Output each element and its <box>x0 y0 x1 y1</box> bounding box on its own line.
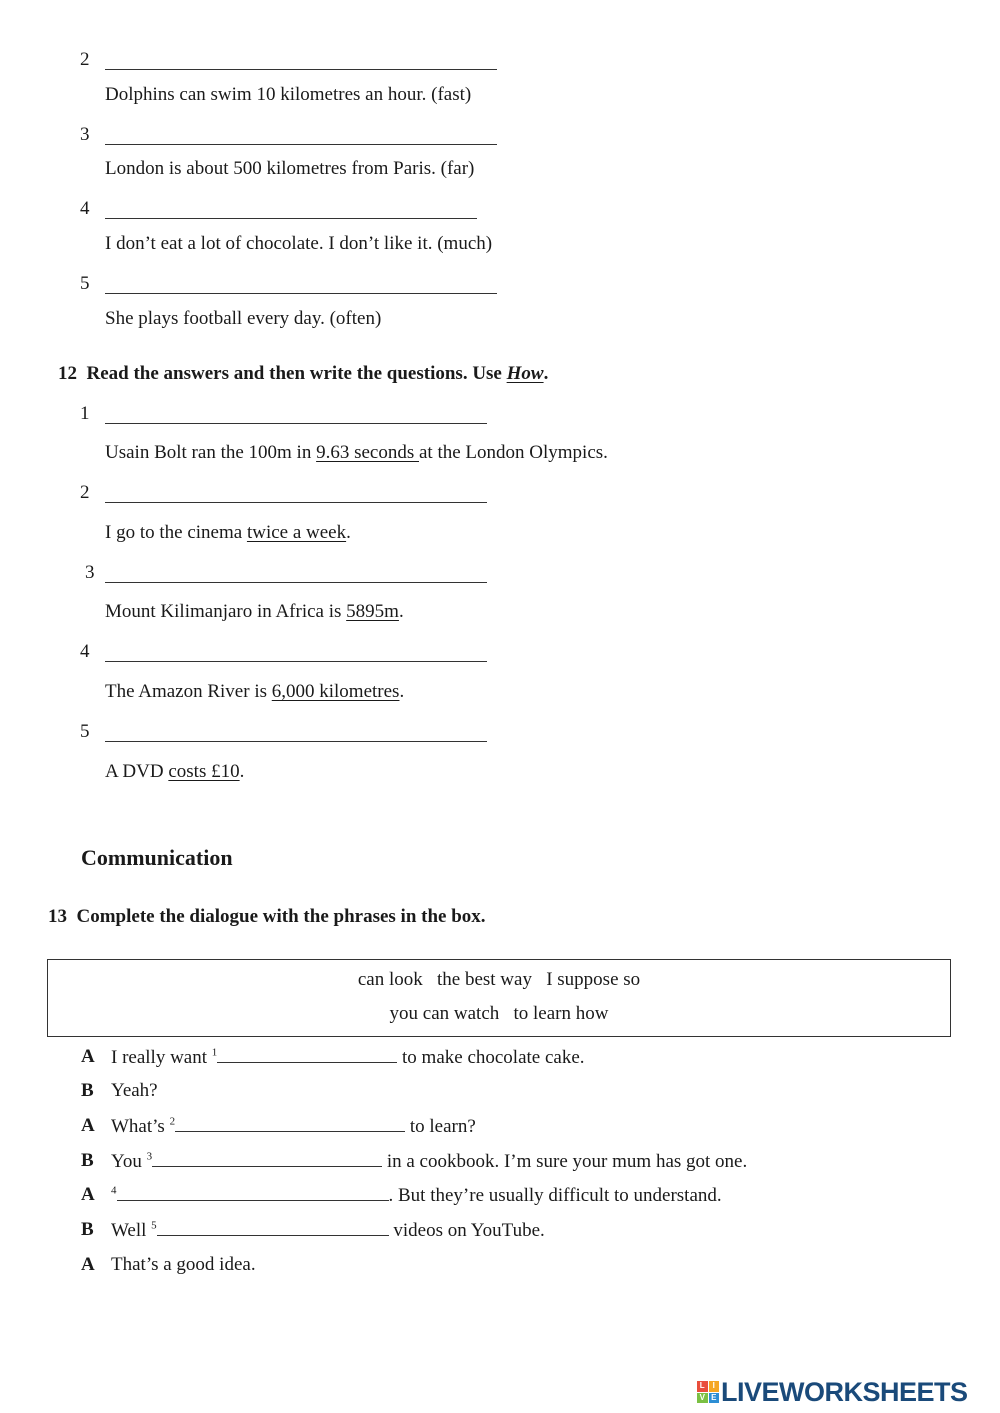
gap-number: 4 <box>111 1184 117 1197</box>
speaker-label: A <box>81 1115 95 1136</box>
dialogue-line <box>111 1184 722 1207</box>
dialogue-blank[interactable] <box>175 1115 405 1132</box>
item-number: 1 <box>80 403 90 424</box>
sentence-end: . <box>239 761 245 782</box>
item-number: 2 <box>80 49 90 70</box>
line-start: Well <box>111 1220 152 1241</box>
answer-blank[interactable] <box>105 423 487 424</box>
answer-sentence <box>105 522 351 544</box>
logo-tile: E <box>709 1393 720 1404</box>
phrase-box-line: can look the best way I suppose so <box>357 969 641 990</box>
underlined-answer: 5895m <box>346 601 399 622</box>
speaker-label: A <box>81 1254 95 1275</box>
answer-sentence <box>105 442 608 464</box>
dialogue-line <box>111 1150 747 1173</box>
item-number: 4 <box>80 641 90 662</box>
answer-sentence <box>105 601 404 623</box>
sentence-start: A DVD <box>105 761 169 782</box>
answer-blank[interactable] <box>105 502 487 503</box>
gap-number: 5 <box>151 1219 157 1232</box>
exercise-number: 13 <box>48 906 67 927</box>
speaker-label: A <box>81 1184 95 1205</box>
sentence-end: at the London Olympics. <box>419 442 608 463</box>
item-number: 2 <box>80 482 90 503</box>
logo-tile: L <box>697 1381 708 1392</box>
section-heading: Communication <box>81 845 233 870</box>
line-end: in a cookbook. I’m sure your mum has got one. <box>382 1151 748 1172</box>
dialogue-line <box>111 1219 545 1242</box>
underlined-answer: 9.63 seconds <box>316 442 419 463</box>
sentence-end: . <box>398 601 404 622</box>
exercise-instruction <box>48 906 486 928</box>
prompt-sentence: Dolphins can swim 10 kilometres an hour. (fast) <box>105 84 472 105</box>
dialogue-line: Yeah? <box>111 1080 158 1101</box>
prompt-sentence: London is about 500 kilometres from Paris. (far) <box>105 158 475 179</box>
gap-number: 1 <box>211 1046 218 1059</box>
speaker-label: A <box>81 1046 95 1067</box>
sentence-start: Usain Bolt ran the 100m in <box>105 442 317 463</box>
exercise-instruction <box>58 363 548 385</box>
dialogue-blank[interactable] <box>217 1046 397 1063</box>
dialogue-blank[interactable] <box>152 1150 382 1167</box>
answer-blank[interactable] <box>105 293 497 294</box>
speaker-label: B <box>81 1150 94 1171</box>
line-end: . But they’re usually difficult to understand. <box>388 1185 722 1206</box>
speaker-label: B <box>81 1219 94 1240</box>
underlined-answer: 6,000 kilometres <box>271 681 400 702</box>
phrase-box <box>47 959 951 1037</box>
dialogue-line: That’s a good idea. <box>111 1254 256 1275</box>
dialogue-line <box>111 1115 476 1138</box>
sentence-start: I go to the cinema <box>105 522 247 543</box>
instruction-emphasis: How <box>506 363 544 384</box>
gap-number: 3 <box>146 1150 153 1163</box>
phrase-box-line: you can watch to learn how <box>389 1003 609 1024</box>
line-start: I really want <box>111 1047 212 1068</box>
line-end: to learn? <box>405 1116 476 1137</box>
gap-number: 2 <box>169 1115 176 1128</box>
line-start: You <box>111 1151 147 1172</box>
logo-tile: I <box>709 1381 720 1392</box>
item-number: 3 <box>80 124 90 145</box>
dialogue-line <box>111 1046 585 1069</box>
sentence-start: Mount Kilimanjaro in Africa is <box>105 601 347 622</box>
dialogue-blank[interactable] <box>117 1184 389 1201</box>
underlined-answer: costs £10 <box>168 761 240 782</box>
prompt-sentence: I don’t eat a lot of chocolate. I don’t like it. (much) <box>105 233 493 254</box>
logo-tile: V <box>697 1393 708 1404</box>
item-number: 5 <box>80 721 90 742</box>
underlined-answer: twice a week <box>246 522 347 543</box>
instruction-end: . <box>543 363 549 384</box>
line-end: to make chocolate cake. <box>397 1047 585 1068</box>
liveworksheets-icon <box>697 1381 719 1403</box>
answer-blank[interactable] <box>105 741 487 742</box>
logo-text: LIVEWORKSHEETS <box>721 1376 968 1407</box>
answer-blank[interactable] <box>105 144 497 145</box>
line-end: videos on YouTube. <box>388 1220 545 1241</box>
answer-blank[interactable] <box>105 218 477 219</box>
item-number: 5 <box>80 273 90 294</box>
answer-blank[interactable] <box>105 661 487 662</box>
sentence-end: . <box>346 522 351 543</box>
line-start: What’s <box>111 1116 170 1137</box>
speaker-label: B <box>81 1080 94 1101</box>
instruction-text: Complete the dialogue with the phrases in the box. <box>76 906 486 927</box>
item-number: 3 <box>85 562 95 583</box>
answer-sentence <box>105 681 404 703</box>
prompt-sentence: She plays football every day. (often) <box>105 308 382 329</box>
instruction-text: Read the answers and then write the questions. Use <box>86 363 507 384</box>
liveworksheets-logo[interactable] <box>697 1377 968 1407</box>
answer-sentence <box>105 761 244 783</box>
answer-blank[interactable] <box>105 582 487 583</box>
exercise-number: 12 <box>58 363 77 384</box>
answer-blank[interactable] <box>105 69 497 70</box>
sentence-start: The Amazon River is <box>105 681 272 702</box>
sentence-end: . <box>399 681 405 702</box>
dialogue-blank[interactable] <box>157 1219 389 1236</box>
item-number: 4 <box>80 198 90 219</box>
